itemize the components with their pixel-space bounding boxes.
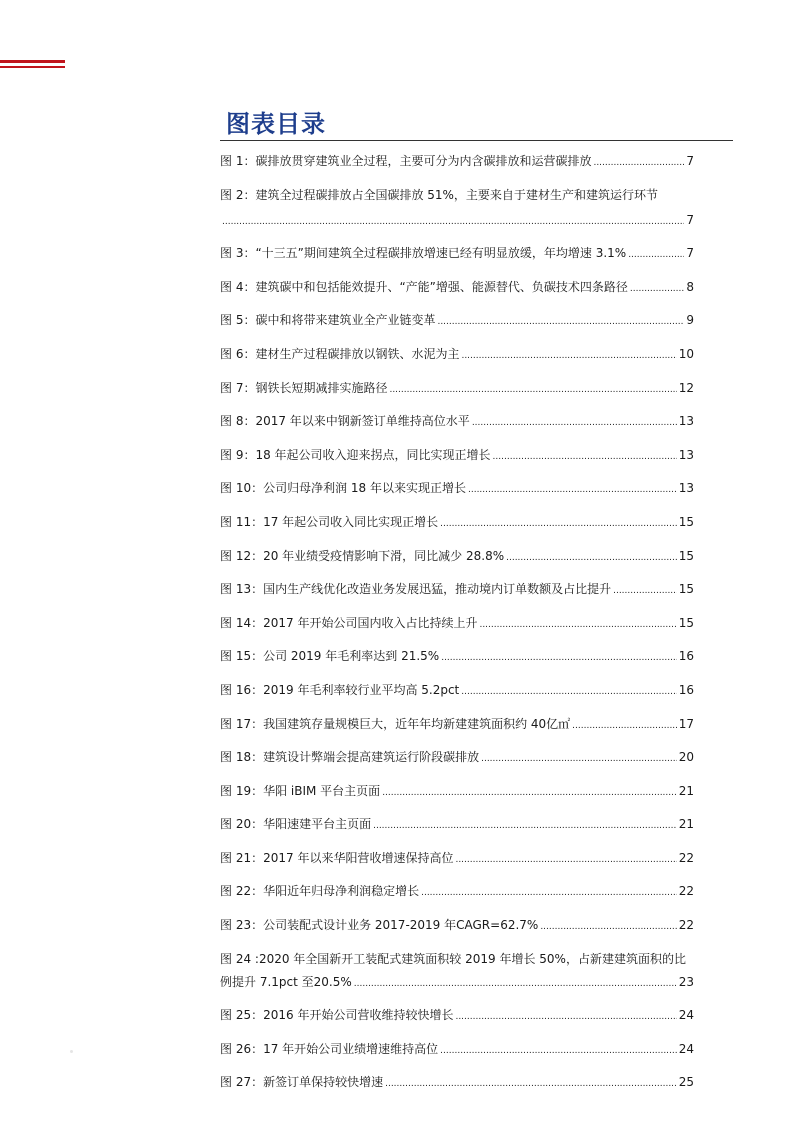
toc-entry-text: 图 15：公司 2019 年毛利率达到 21.5% bbox=[220, 649, 440, 664]
dot-leader bbox=[540, 918, 676, 936]
toc-entry-page: 9 bbox=[686, 313, 694, 328]
toc-entry[interactable] bbox=[220, 1040, 694, 1060]
toc-entry-text: 图 13：国内生产线优化改造业务发展迅猛，推动境内订单数额及占比提升 bbox=[220, 582, 612, 597]
dot-leader bbox=[593, 154, 684, 172]
toc-entry-page: 7 bbox=[686, 154, 694, 168]
toc-entry-page: 20 bbox=[678, 750, 694, 765]
dot-leader bbox=[572, 717, 677, 735]
toc-entry[interactable] bbox=[220, 479, 694, 499]
toc-entry-text: 图 9：18 年起公司收入迎来拐点，同比实现正增长 bbox=[220, 447, 491, 462]
dot-leader bbox=[628, 246, 684, 264]
toc-entry-text: 图 16：2019 年毛利率较行业平均高 5.2pct bbox=[220, 682, 460, 697]
toc-entry-page: 7 bbox=[686, 246, 694, 261]
toc-entry[interactable] bbox=[220, 882, 694, 902]
toc-entry[interactable] bbox=[220, 950, 694, 993]
toc-entry[interactable] bbox=[220, 782, 694, 802]
dot-leader bbox=[493, 448, 677, 466]
toc-entry-page: 24 bbox=[678, 1041, 694, 1056]
toc-entry-text-line1: 图 24 :2020 年全国新开工装配式建筑面积较 2019 年增长 50%，占新建建筑面积的比 bbox=[220, 951, 686, 966]
title-divider bbox=[220, 140, 733, 141]
decorative-dot bbox=[70, 1050, 73, 1053]
toc-entry-page: 17 bbox=[678, 716, 694, 731]
toc-entry-page: 13 bbox=[678, 414, 694, 429]
toc-entry-page: 24 bbox=[678, 1008, 694, 1023]
toc-entry-text: 图 8：2017 年以来中钢新签订单维持高位水平 bbox=[220, 414, 470, 429]
toc-entry-page: 10 bbox=[678, 346, 694, 361]
dot-leader bbox=[389, 381, 676, 399]
toc-entry-page: 21 bbox=[678, 783, 694, 798]
toc-entry[interactable] bbox=[220, 244, 694, 264]
dot-leader bbox=[455, 851, 676, 869]
toc-entry-page: 21 bbox=[678, 817, 694, 832]
dot-leader bbox=[506, 549, 677, 567]
toc-entry-text: 例提升 7.1pct 至20.5% bbox=[220, 974, 352, 989]
toc-entry[interactable] bbox=[220, 446, 694, 466]
toc-entry-page: 15 bbox=[678, 548, 694, 563]
toc-entry[interactable] bbox=[220, 1073, 694, 1093]
dot-leader bbox=[441, 649, 677, 667]
toc-entry-text: 图 10：公司归母净利润 18 年以来实现正增长 bbox=[220, 481, 466, 496]
toc-entry-page: 15 bbox=[678, 514, 694, 529]
dot-leader bbox=[479, 616, 676, 634]
toc-entry[interactable] bbox=[220, 345, 694, 365]
dot-leader bbox=[455, 1008, 676, 1026]
toc-entry-text: 图 14：2017 年开始公司国内收入占比持续上升 bbox=[220, 615, 478, 630]
toc-entry-page: 22 bbox=[678, 884, 694, 899]
toc-entry-text: 图 27：新签订单保持较快增速 bbox=[220, 1075, 384, 1090]
header-accent-bars bbox=[0, 60, 65, 68]
toc-entry-text: 图 3：“十三五”期间建筑全过程碳排放增速已经有明显放缓，年均增速 3.1% bbox=[220, 246, 627, 261]
toc-entry[interactable] bbox=[220, 513, 694, 533]
dot-leader bbox=[440, 515, 677, 533]
dot-leader bbox=[385, 1075, 677, 1093]
toc-entry-text: 图 6：建材生产过程碳排放以钢铁、水泥为主 bbox=[220, 346, 460, 361]
toc-entry[interactable] bbox=[220, 412, 694, 432]
toc-entry-text: 图 26：17 年开始公司业绩增速维持高位 bbox=[220, 1041, 439, 1056]
toc-entry[interactable] bbox=[220, 614, 694, 634]
page-title: 图表目录 bbox=[226, 110, 326, 138]
toc-entry[interactable] bbox=[220, 647, 694, 667]
figure-toc bbox=[220, 152, 694, 1107]
toc-entry-text: 图 19：华阳 iBIM 平台主页面 bbox=[220, 783, 381, 798]
dot-leader bbox=[373, 817, 677, 835]
toc-entry-text: 图 5：碳中和将带来建筑业全产业链变革 bbox=[220, 313, 436, 328]
toc-entry[interactable] bbox=[220, 849, 694, 869]
toc-entry-page: 16 bbox=[678, 682, 694, 697]
dot-leader bbox=[222, 213, 684, 231]
toc-entry-text: 图 20：华阳速建平台主页面 bbox=[220, 817, 372, 832]
toc-entry-page: 7 bbox=[686, 212, 694, 227]
dot-leader bbox=[461, 683, 676, 701]
toc-entry-page: 15 bbox=[678, 615, 694, 630]
toc-entry-page: 12 bbox=[678, 380, 694, 395]
toc-entry[interactable] bbox=[220, 748, 694, 768]
toc-entry[interactable] bbox=[220, 916, 694, 936]
toc-entry[interactable] bbox=[220, 547, 694, 567]
accent-bar-thin bbox=[0, 66, 65, 68]
toc-entry-text: 图 7：钢铁长短期减排实施路径 bbox=[220, 380, 388, 395]
toc-entry-text: 图 22：华阳近年归母净利润稳定增长 bbox=[220, 884, 420, 899]
toc-entry-text: 图 17：我国建筑存量规模巨大，近年年均新建建筑面积约 40亿㎡ bbox=[220, 716, 571, 731]
toc-entry-text: 图 18：建筑设计弊端会提高建筑运行阶段碳排放 bbox=[220, 750, 480, 765]
toc-entry-page: 22 bbox=[678, 850, 694, 865]
toc-entry[interactable] bbox=[220, 715, 694, 735]
dot-leader bbox=[613, 582, 677, 600]
toc-entry[interactable] bbox=[220, 580, 694, 600]
toc-entry[interactable] bbox=[220, 681, 694, 701]
toc-entry[interactable] bbox=[220, 311, 694, 331]
toc-entry-text: 图 11：17 年起公司收入同比实现正增长 bbox=[220, 514, 439, 529]
dot-leader bbox=[437, 313, 684, 331]
toc-entry-page: 25 bbox=[678, 1075, 694, 1090]
toc-entry-page: 16 bbox=[678, 649, 694, 664]
toc-entry-page: 22 bbox=[678, 918, 694, 933]
toc-entry[interactable] bbox=[220, 815, 694, 835]
dot-leader bbox=[440, 1042, 677, 1060]
dot-leader bbox=[421, 884, 677, 902]
dot-leader bbox=[461, 347, 676, 365]
toc-entry-text: 图 21：2017 年以来华阳营收增速保持高位 bbox=[220, 850, 454, 865]
toc-entry-text: 图 25：2016 年开始公司营收维持较快增长 bbox=[220, 1008, 454, 1023]
toc-entry-text: 图 4：建筑碳中和包括能效提升、“产能”增强、能源替代、负碳技术四条路径 bbox=[220, 279, 628, 294]
toc-entry-text-line1: 图 2：建筑全过程碳排放占全国碳排放 51%，主要来自于建材生产和建筑运行环节 bbox=[220, 187, 658, 202]
toc-entry-page: 8 bbox=[686, 279, 694, 294]
toc-entry[interactable] bbox=[220, 186, 694, 231]
toc-entry[interactable] bbox=[220, 379, 694, 399]
toc-entry[interactable] bbox=[220, 1006, 694, 1026]
dot-leader bbox=[630, 280, 684, 298]
toc-entry-page: 13 bbox=[678, 481, 694, 496]
toc-entry-page: 23 bbox=[678, 974, 694, 989]
toc-entry[interactable] bbox=[220, 152, 694, 172]
dot-leader bbox=[472, 414, 677, 432]
toc-entry-page: 13 bbox=[678, 447, 694, 462]
dot-leader bbox=[354, 975, 677, 993]
toc-entry-page: 15 bbox=[678, 582, 694, 597]
toc-entry-text: 图 1：碳排放贯穿建筑业全过程，主要可分为内含碳排放和运营碳排放 bbox=[220, 154, 592, 168]
toc-entry[interactable] bbox=[220, 278, 694, 298]
dot-leader bbox=[468, 481, 677, 499]
toc-entry-text: 图 23：公司装配式设计业务 2017-2019 年CAGR=62.7% bbox=[220, 918, 539, 933]
dot-leader bbox=[382, 784, 677, 802]
toc-entry-text: 图 12：20 年业绩受疫情影响下滑，同比减少 28.8% bbox=[220, 548, 505, 563]
dot-leader bbox=[481, 750, 677, 768]
